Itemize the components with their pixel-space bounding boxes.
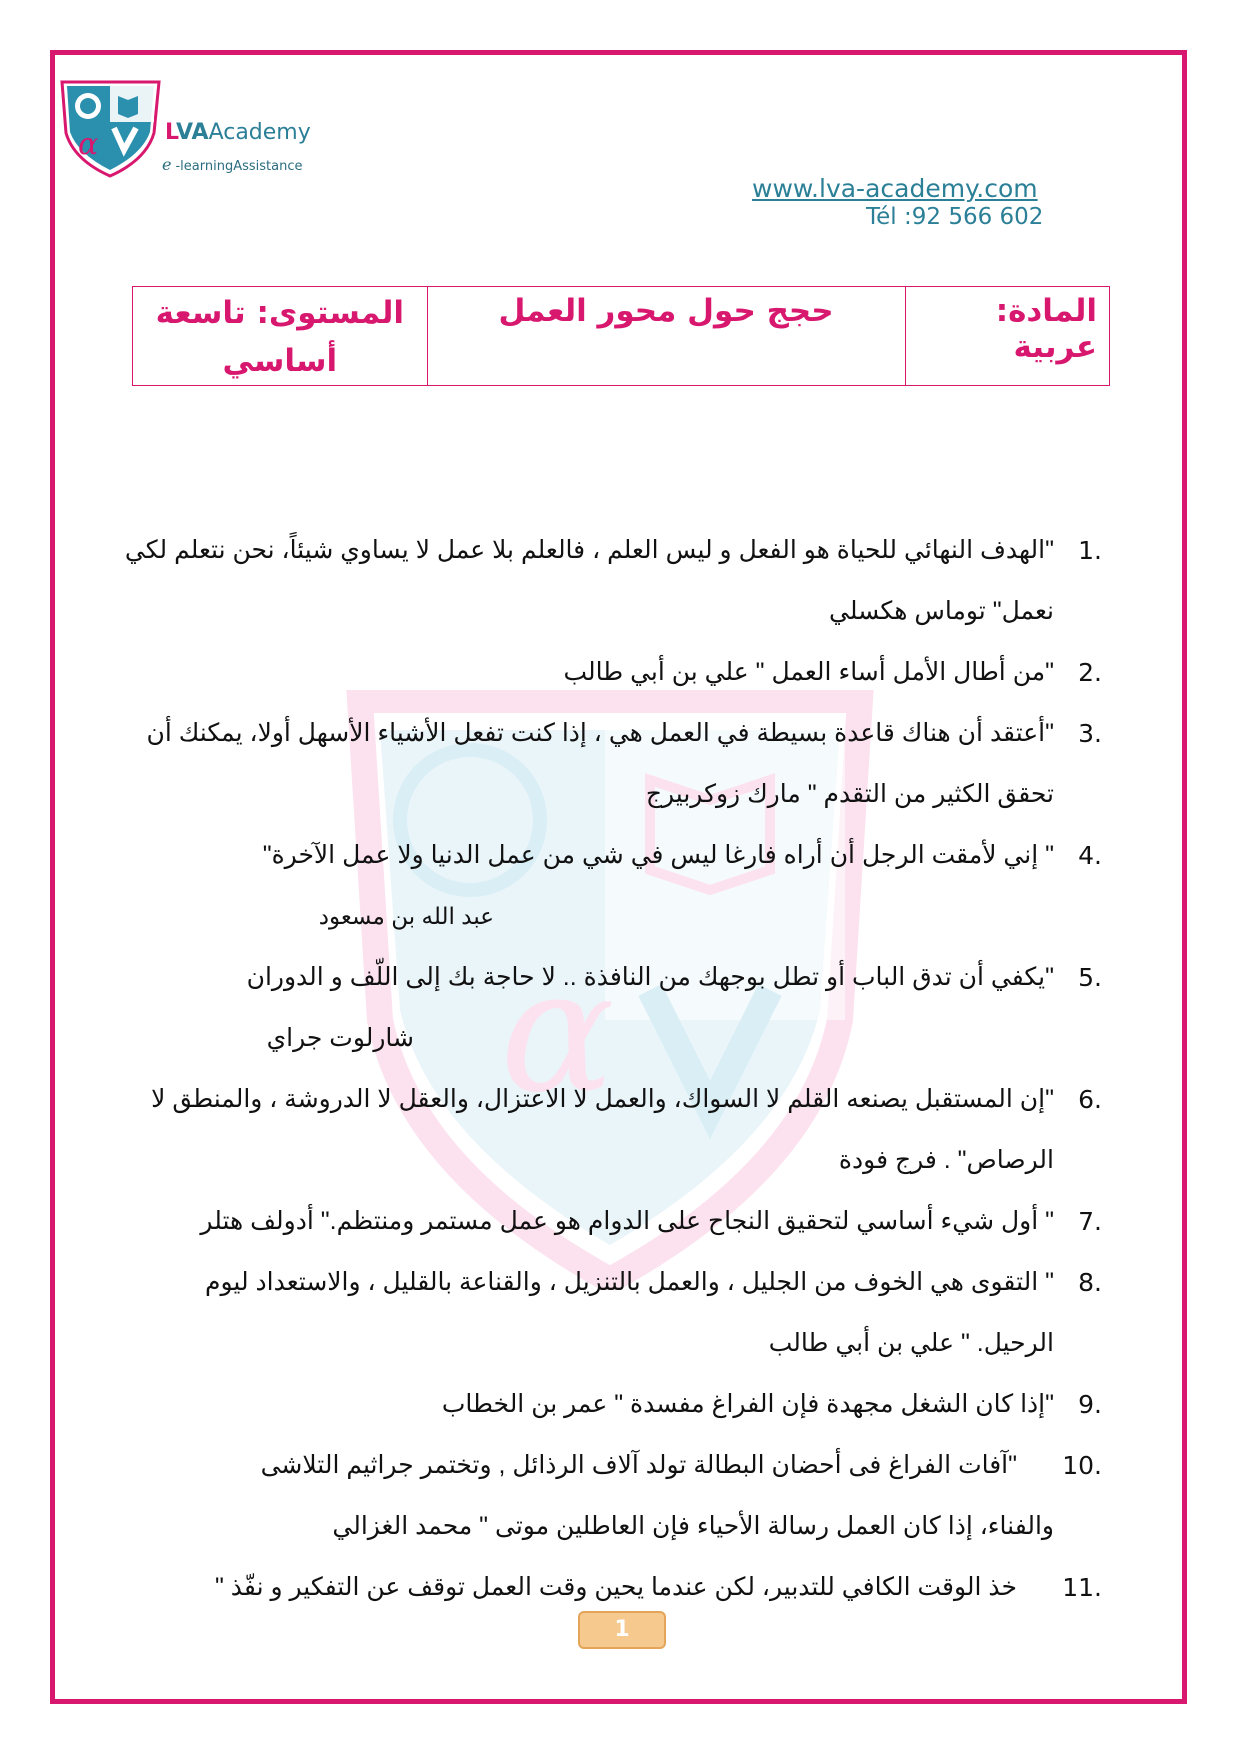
item-number: 9. — [1078, 1390, 1102, 1419]
quotes-list — [110, 520, 1102, 1618]
quote-line: "إن المستقبل يصنعه القلم لا السواك، والعمل لا الاعتزال، والعقل لا الدروشة ، والمنطق لا — [151, 1085, 1054, 1113]
quote-line: "يكفي أن تدق الباب أو تطل بوجهك من النافذة .. لا حاجة بك إلى اللّف و الدوران — [246, 963, 1054, 991]
brand-tagline — [162, 155, 302, 174]
quote-line-2: تحقق الكثير من التقدم " مارك زوكربيرج — [645, 780, 1054, 808]
brand-letters-va: VA — [176, 120, 209, 145]
level-line-2: أساسي — [222, 343, 338, 379]
title-box — [132, 286, 1110, 386]
brand-name — [165, 120, 311, 145]
brand-word-academy: Academy — [208, 120, 311, 145]
list-item — [110, 1557, 1102, 1618]
quote-line: "من أطال الأمل أساء العمل " علي بن أبي طالب — [563, 658, 1054, 686]
tagline-e-letter: e — [162, 155, 172, 174]
item-number: 3. — [1078, 719, 1102, 748]
quote-line: "إذا كان الشغل مجهدة فإن الفراغ مفسدة " عمر بن الخطاب — [441, 1390, 1054, 1418]
list-item — [110, 1252, 1102, 1374]
item-number: 4. — [1078, 841, 1102, 870]
list-item — [110, 1191, 1102, 1252]
quote-line: "أعتقد أن هناك قاعدة بسيطة في العمل هي ، إذا كنت تفعل الأشياء الأسهل أولا، يمكنك أن — [146, 719, 1054, 747]
list-item — [110, 642, 1102, 703]
quote-line: "آفات الفراغ فى أحضان البطالة تولد آلاف الرذائل , وتختمر جراثيم التلاشى — [260, 1451, 1017, 1479]
quote-author: عبد الله بن مسعود — [318, 903, 494, 929]
brand-letter-l: L — [165, 120, 176, 145]
website-link[interactable]: www.lva-academy.com — [752, 174, 1038, 203]
quote-line: " إني لأمقت الرجل أن أراه فارغا ليس في شي من عمل الدنيا ولا عمل الآخرة" — [262, 841, 1054, 869]
tagline-text: -learningAssistance — [175, 159, 303, 174]
subject-cell: المادة: عربية — [905, 287, 1109, 386]
quote-line-2: الرصاص" . فرج فودة — [838, 1146, 1054, 1174]
item-number: 2. — [1078, 658, 1102, 687]
item-number: 11. — [1062, 1573, 1102, 1602]
document-title: حجج حول محور العمل — [427, 287, 905, 386]
item-number: 1. — [1078, 536, 1102, 565]
level-cell — [133, 287, 428, 386]
list-item — [110, 947, 1102, 1069]
item-number: 10. — [1062, 1451, 1102, 1480]
list-item — [110, 703, 1102, 825]
item-number: 8. — [1078, 1268, 1102, 1297]
lva-academy-logo-icon — [58, 78, 163, 178]
item-number: 5. — [1078, 963, 1102, 992]
quote-author: شارلوت جراي — [266, 1024, 414, 1052]
quote-line: خذ الوقت الكافي للتدبير، لكن عندما يحين وقت العمل توقف عن التفكير و نفّذ " — [214, 1573, 1017, 1601]
list-item — [110, 1069, 1102, 1191]
list-item — [110, 825, 1102, 947]
page-number-badge: 1 — [578, 1611, 666, 1649]
list-item — [110, 520, 1102, 642]
quote-line-2: الرحيل. " علي بن أبي طالب — [768, 1329, 1054, 1357]
item-number: 7. — [1078, 1207, 1102, 1236]
item-number: 6. — [1078, 1085, 1102, 1114]
quote-line: " أول شيء أساسي لتحقيق النجاح على الدوام هو عمل مستمر ومنتظم." أدولف هتلر — [200, 1207, 1054, 1235]
quote-line-2: والفناء، إذا كان العمل رسالة الأحياء فإن العاطلين موتى " محمد الغزالي — [332, 1512, 1054, 1540]
quote-line: "الهدف النهائي للحياة هو الفعل و ليس العلم ، فالعلم بلا عمل لا يساوي شيئاً، نحن نتعلم لكي — [124, 536, 1054, 564]
list-item — [110, 1435, 1102, 1557]
svg-text:α: α — [78, 127, 99, 162]
level-line-1: المستوى: تاسعة — [155, 295, 404, 331]
quote-line-2: نعمل" توماس هكسلي — [829, 597, 1054, 625]
phone-number: Tél :92 566 602 — [866, 204, 1044, 230]
quote-line: " التقوى هي الخوف من الجليل ، والعمل بالتنزيل ، والقناعة بالقليل ، والاستعداد ليوم — [205, 1268, 1054, 1296]
list-item — [110, 1374, 1102, 1435]
svg-text:α: α — [500, 933, 615, 1131]
